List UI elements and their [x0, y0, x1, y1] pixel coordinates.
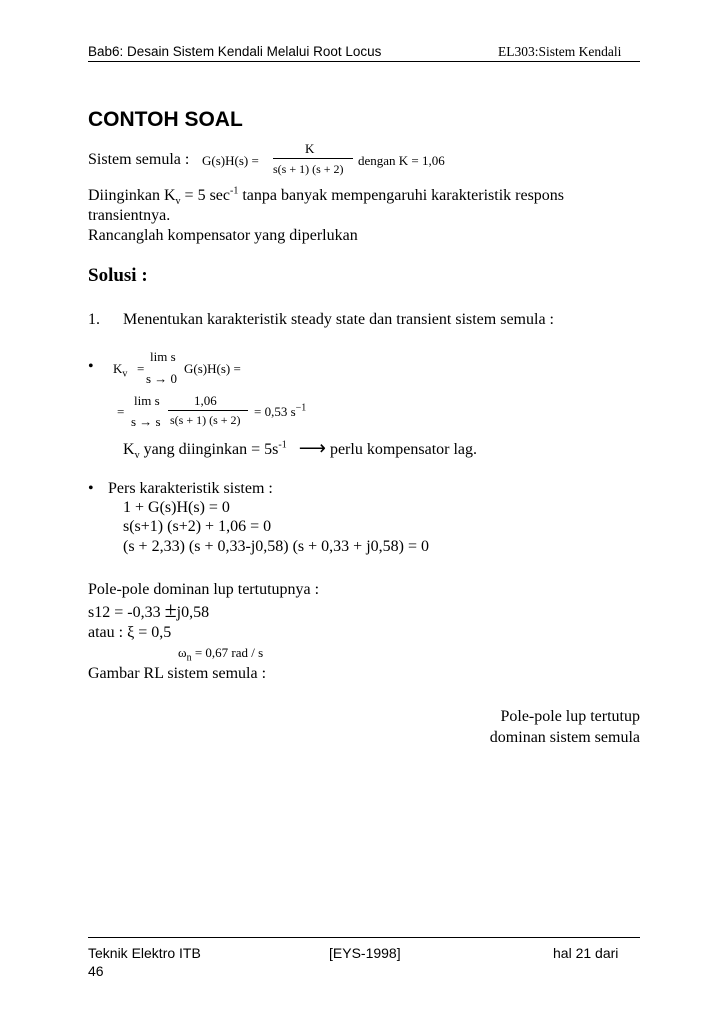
header-left: Bab6: Desain Sistem Kendali Melalui Root Locus: [88, 44, 382, 59]
requirement-line: Diinginkan $K_v = 5$ $\sec^{-1}$ tanpa banyak mempengaruhi karakteristik respons: [88, 185, 565, 208]
limit-label-2: lim s: [134, 393, 160, 408]
pole-values: s12 = -0,33 ±j0,58: [88, 597, 210, 622]
note-line-2: dominan sistem semula: [489, 729, 640, 746]
limit-subscript: s → 0: [146, 371, 178, 386]
header-right: EL303:Sistem Kendali: [498, 44, 622, 59]
footer-page-total: 46: [88, 963, 104, 979]
kv-gh: G(s)H(s) =: [184, 361, 241, 376]
limit-subscript-2: s → s: [131, 414, 161, 429]
bullet: •: [88, 358, 94, 375]
note-line-1: Pole-pole lup tertutup: [500, 708, 640, 725]
step-text: Menentukan karakteristik steady state dan transient sistem semula :: [123, 311, 554, 328]
omega-line: $\omega_n = 0,67$ rad / s: [178, 645, 264, 664]
footer-right: hal 21 dari: [553, 945, 619, 961]
kv-symbol: $K_v$: [113, 361, 128, 380]
kv-equals-2: =: [117, 404, 125, 419]
kv-fraction-bar: [168, 410, 248, 411]
requirement-line-2: transientnya.: [88, 207, 171, 224]
rl-label: Gambar RL sistem semula :: [88, 665, 267, 682]
poles-label: Pole-pole dominan lup tertutupnya :: [88, 581, 320, 598]
zeta-line: atau : ξ = 0,5: [88, 624, 172, 641]
kv-desired-line: $K_v$ yang diinginkan = $5s^{-1}$ ⟶ perlu kompensator lag.: [123, 438, 478, 462]
system-label: Sistem semula :: [88, 151, 190, 168]
char-eq-2: s(s+1) (s+2) + 1,06 = 0: [123, 518, 272, 535]
task-line: Rancanglah kompensator yang diperlukan: [88, 227, 358, 244]
footer-left: Teknik Elektro ITB: [88, 945, 201, 961]
page-title: CONTOH SOAL: [88, 108, 243, 131]
footer-rule: [88, 937, 640, 938]
solution-heading: Solusi :: [88, 265, 148, 286]
gh-fraction-bar: [273, 158, 353, 159]
k-value: dengan K = 1,06: [358, 153, 445, 168]
limit-label: lim s: [150, 349, 176, 364]
kv-result: = 0,53 $s^{-1}$: [254, 402, 307, 419]
footer-center: [EYS-1998]: [329, 945, 401, 961]
char-eq-3: (s + 2,33) (s + 0,33-j0,58) (s + 0,33 + j0,58) = 0: [123, 538, 429, 555]
kv-denominator: s(s + 1) (s + 2): [170, 413, 241, 427]
kv-equals: =: [137, 361, 145, 376]
bullet-2: •: [88, 480, 94, 497]
char-eq-1: 1 + G(s)H(s) = 0: [123, 499, 230, 516]
step-number: 1.: [88, 311, 100, 328]
gh-lhs: G(s)H(s) =: [202, 153, 259, 168]
kv-numerator: 1,06: [194, 393, 217, 408]
gh-denominator: s(s + 1) (s + 2): [273, 162, 344, 176]
gh-numerator: K: [305, 141, 315, 156]
header-rule: [88, 61, 640, 62]
char-eq-label: Pers karakteristik sistem :: [108, 480, 273, 497]
